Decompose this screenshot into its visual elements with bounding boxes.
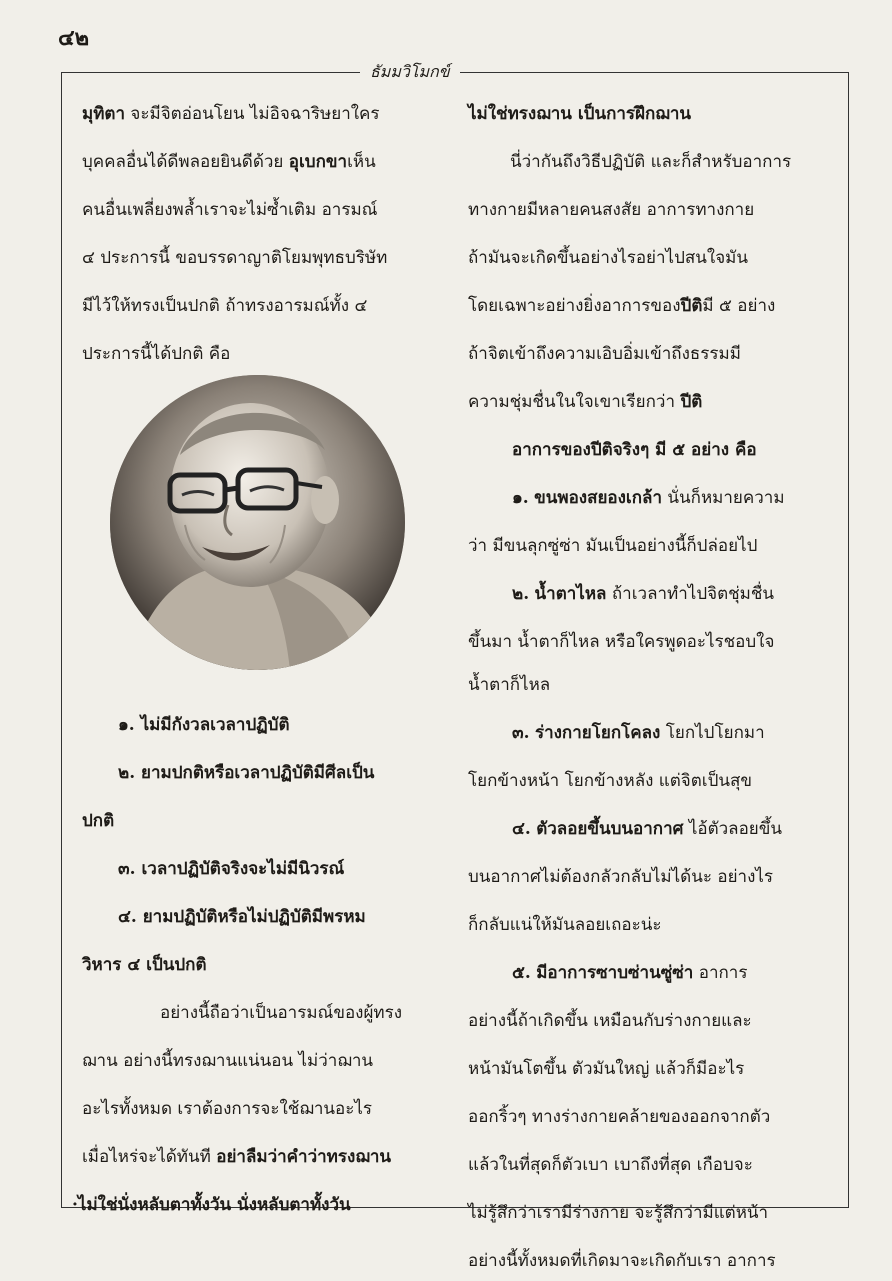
running-header: ธัมมวิโมกข์ <box>360 60 460 85</box>
list-item: น้ำตาก็ไหล <box>468 675 551 695</box>
list-item: ๑. ขนพองสยองเกล้า นั่นก็หมายความ <box>512 488 785 508</box>
condition-item: ปกติ <box>82 811 115 831</box>
condition-item: ๔. ยามปฏิบัติหรือไม่ปฏิบัติมีพรหม <box>118 907 366 927</box>
list-item: ขึ้นมา น้ำตาก็ไหล หรือใครพูดอะไรชอบใจ <box>468 632 775 652</box>
text-line: นี่ว่ากันถึงวิธีปฏิบัติ และก็สำหรับอาการ <box>510 152 792 172</box>
list-item: ๓. ร่างกายโยกโคลง โยกไปโยกมา <box>512 723 765 743</box>
text-line: มุทิตา จะมีจิตอ่อนโยน ไม่อิจฉาริษยาใคร <box>82 104 380 124</box>
list-item: ไม่รู้สึกว่าเรามีร่างกาย จะรู้สึกว่ามีแต่หน้า <box>468 1203 769 1223</box>
list-item: ว่า มีขนลุกซู่ซ่า มันเป็นอย่างนี้ก็ปล่อยไป <box>468 536 758 556</box>
condition-item: ๓. เวลาปฏิบัติจริงจะไม่มีนิวรณ์ <box>118 859 345 879</box>
text-line: คนอื่นเพลี่ยงพล้ำเราจะไม่ซ้ำเติม อารมณ์ <box>82 200 378 220</box>
text-line: มีไว้ให้ทรงเป็นปกติ ถ้าทรงอารมณ์ทั้ง ๔ <box>82 296 368 316</box>
list-item: ๕. มีอาการซาบซ่านซู่ซ่า อาการ <box>512 963 748 983</box>
text-line: เมื่อไหร่จะได้ทันที อย่าลืมว่าคำว่าทรงฌาน <box>82 1147 392 1167</box>
text-line: ถ้ามันจะเกิดขึ้นอย่างไรอย่าไปสนใจมัน <box>468 248 748 268</box>
text-line: โดยเฉพาะอย่างยิ่งอาการของปีติมี ๕ อย่าง <box>468 296 776 316</box>
list-item: โยกข้างหน้า โยกข้างหลัง แต่จิตเป็นสุข <box>468 771 753 791</box>
list-item: ออกริ้วๆ ทางร่างกายคล้ายของออกจากตัว <box>468 1107 771 1127</box>
list-item: ๔. ตัวลอยขึ้นบนอากาศ ไอ้ตัวลอยขึ้น <box>512 819 783 839</box>
condition-item: วิหาร ๔ เป็นปกติ <box>82 955 207 975</box>
list-item: ก็กลับแน่ให้มันลอยเถอะน่ะ <box>468 915 662 935</box>
condition-item: ๑. ไม่มีกังวลเวลาปฏิบัติ <box>118 715 290 735</box>
list-item: บนอากาศไม่ต้องกลัวกลับไม่ได้นะ อย่างไร <box>468 867 774 887</box>
text-line: อะไรทั้งหมด เราต้องการจะใช้ฌานอะไร <box>82 1099 373 1119</box>
text-line: ๔ ประการนี้ ขอบรรดาญาติโยมพุทธบริษัท <box>82 248 388 268</box>
condition-item: ๒. ยามปกติหรือเวลาปฏิบัติมีศีลเป็น <box>118 763 375 783</box>
text-line: ความชุ่มชื่นในใจเขาเรียกว่า ปีติ <box>468 392 703 412</box>
text-line: อย่างนี้ถือว่าเป็นอารมณ์ของผู้ทรง <box>160 1003 403 1023</box>
section-heading: ไม่ใช่ทรงฌาน เป็นการฝึกฌาน <box>468 104 691 124</box>
text-line: ถ้าจิตเข้าถึงความเอิบอิ่มเข้าถึงธรรมมี <box>468 344 741 364</box>
text-line: ฌาน อย่างนี้ทรงฌานแน่นอน ไม่ว่าฌาน <box>82 1051 374 1071</box>
text-line: ·ไม่ใช่นั่งหลับตาทั้งวัน นั่งหลับตาทั้งวัน <box>72 1195 351 1215</box>
text-line: ทางกายมีหลายคนสงสัย อาการทางกาย <box>468 200 755 220</box>
list-item: อย่างนี้ทั้งหมดที่เกิดมาจะเกิดกับเรา อาการ <box>468 1251 776 1271</box>
list-item: อย่างนี้ถ้าเกิดขึ้น เหมือนกับร่างกายและ <box>468 1011 752 1031</box>
page-number: ๔๒ <box>58 26 90 51</box>
text-line: ประการนี้ได้ปกติ คือ <box>82 344 231 364</box>
list-item: แล้วในที่สุดก็ตัวเบา เบาถึงที่สุด เกือบจะ <box>468 1155 753 1175</box>
monk-portrait-image <box>110 375 405 670</box>
subheading: อาการของปีติจริงๆ มี ๕ อย่าง คือ <box>512 440 757 460</box>
list-item: หน้ามันโตขึ้น ตัวมันใหญ่ แล้วก็มีอะไร <box>468 1059 745 1079</box>
text-line: บุคคลอื่นได้ดีพลอยยินดีด้วย อุเบกขาเห็น <box>82 152 376 172</box>
list-item: ๒. น้ำตาไหล ถ้าเวลาทำไปจิตชุ่มชื่น <box>512 584 775 604</box>
monk-portrait-icon <box>110 375 405 670</box>
